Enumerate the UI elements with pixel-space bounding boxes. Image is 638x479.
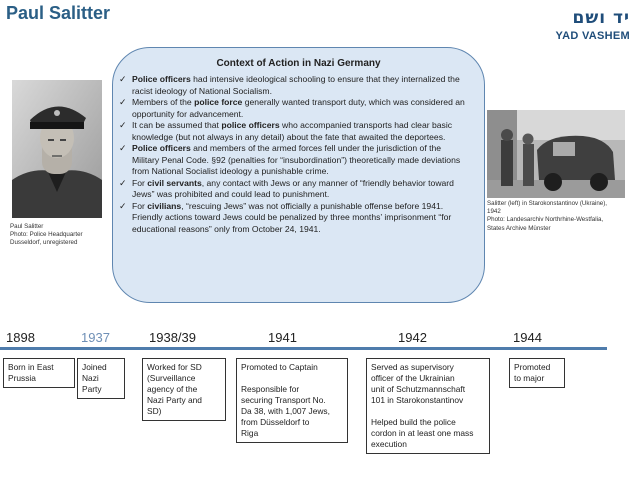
checkmark-icon: ✓ bbox=[119, 120, 127, 130]
yad-vashem-logo bbox=[548, 8, 630, 50]
event-line: Promoted bbox=[514, 362, 551, 372]
context-bullet bbox=[118, 178, 470, 201]
checkmark-icon: ✓ bbox=[119, 177, 127, 188]
portrait-caption bbox=[10, 223, 83, 248]
event-line: Nazi bbox=[82, 373, 99, 383]
timeline-event bbox=[366, 358, 490, 454]
context-bullet-pre: For bbox=[132, 177, 148, 188]
context-bullet bbox=[118, 143, 470, 178]
event-line: Served as supervisory bbox=[371, 362, 454, 372]
event-line: 101 in Starokonstantinov bbox=[371, 395, 464, 405]
portrait-caption-line: Paul Salitter bbox=[10, 223, 44, 230]
starokonstantinov-caption-line: States Archive Münster bbox=[487, 224, 551, 232]
context-bullet-pre: Members of the bbox=[132, 97, 195, 107]
event-line: Riga bbox=[241, 428, 259, 438]
starokonstantinov-caption-line: Salitter (left) in Starokonstantinov (Ukraine), bbox=[487, 200, 608, 207]
event-line: (Surveillance bbox=[147, 373, 196, 383]
portrait-caption-line: Photo: Police Headquarter bbox=[10, 231, 83, 239]
portrait-photo bbox=[12, 80, 102, 218]
portrait-caption-line: Dusseldorf, unregistered bbox=[10, 239, 78, 247]
event-spacer bbox=[371, 406, 485, 417]
context-list bbox=[118, 74, 470, 235]
context-bullet-pre: For bbox=[132, 200, 148, 211]
context-heading: Context of Action in Nazi Germany bbox=[216, 58, 381, 69]
context-bullet-pre: It can be assumed that bbox=[132, 120, 222, 130]
context-bullet-bold: Police officers bbox=[132, 74, 191, 84]
event-line: Prussia bbox=[8, 373, 36, 383]
event-line: unit of Schutzmannschaft bbox=[371, 384, 466, 394]
timeline-year: 1937 bbox=[81, 330, 110, 345]
event-line: from Düsseldorf to bbox=[241, 417, 310, 427]
timeline-year: 1944 bbox=[513, 330, 542, 345]
checkmark-icon: ✓ bbox=[119, 200, 127, 211]
event-line: to major bbox=[514, 373, 545, 383]
event-line: SD) bbox=[147, 406, 162, 416]
event-line: execution bbox=[371, 439, 407, 449]
timeline-event bbox=[509, 358, 565, 388]
context-bullet-bold: police officers bbox=[221, 120, 280, 130]
context-bullet-text: generally wanted transport duty, which was considered an opportunity for advancement. bbox=[132, 97, 465, 119]
event-line: Responsible for bbox=[241, 384, 300, 394]
page-title: Paul Salitter bbox=[6, 3, 111, 23]
context-bullet-text: and members of the armed forces fell under the jurisdiction of the Military Penal Code. §92 (penalties for “insubordination”) theoretically made deviations from National Socialist ideology a punishable crime. bbox=[132, 143, 461, 176]
event-line: Joined bbox=[82, 362, 107, 372]
event-line: Party bbox=[82, 384, 102, 394]
timeline-event bbox=[236, 358, 348, 443]
event-line: agency of the bbox=[147, 384, 198, 394]
timeline-year: 1941 bbox=[268, 330, 297, 345]
context-bullet-bold: civil servants bbox=[147, 177, 202, 188]
timeline-year: 1938/39 bbox=[149, 330, 196, 345]
logo-hebrew-text: יד ושם bbox=[572, 8, 630, 28]
event-line: Promoted to Captain bbox=[241, 362, 318, 372]
event-line: securing Transport No. bbox=[241, 395, 326, 405]
event-line: Born in East bbox=[8, 362, 54, 372]
event-line: officer of the Ukrainian bbox=[371, 373, 455, 383]
event-line: Da 38, with 1,007 Jews, bbox=[241, 406, 330, 416]
timeline-axis bbox=[0, 347, 607, 350]
context-bullet-text: had intensive ideological schooling to ensure that they internalized the racist ideology of National Socialism. bbox=[132, 74, 460, 96]
context-bullet bbox=[118, 201, 470, 236]
starokonstantinov-caption-line: Photo: Landesarchiv Northrhine-Westfalia, bbox=[487, 216, 604, 224]
context-bullet-text: , any contact with Jews or any manner of “friendly behavior toward Jews” was prohibited and could lead to punishment. bbox=[132, 177, 454, 199]
checkmark-icon: ✓ bbox=[119, 74, 127, 84]
timeline-event bbox=[3, 358, 75, 388]
context-bullet bbox=[118, 97, 470, 120]
event-line: Worked for SD bbox=[147, 362, 202, 372]
event-spacer bbox=[241, 373, 343, 384]
context-box bbox=[112, 47, 485, 303]
starokonstantinov-photo bbox=[487, 110, 625, 198]
context-bullet bbox=[118, 74, 470, 97]
checkmark-icon: ✓ bbox=[119, 143, 127, 153]
starokonstantinov-caption bbox=[487, 200, 607, 233]
context-bullet-text: who accompanied transports had clear basic knowledge (but not always in any detail) about the fate that awaited the deportees. bbox=[132, 120, 453, 142]
context-bullet bbox=[118, 120, 470, 143]
starokonstantinov-caption-line: 1942 bbox=[487, 208, 501, 216]
timeline-year: 1942 bbox=[398, 330, 427, 345]
event-line: Nazi Party and bbox=[147, 395, 202, 405]
starokonstantinov-photo-image bbox=[487, 110, 625, 198]
timeline-event bbox=[142, 358, 226, 421]
context-bullet-bold: civilians bbox=[147, 200, 182, 211]
timeline-event bbox=[77, 358, 125, 399]
event-line: Helped build the police bbox=[371, 417, 456, 427]
context-bullet-bold: police force bbox=[194, 97, 243, 107]
timeline-year: 1898 bbox=[6, 330, 35, 345]
checkmark-icon: ✓ bbox=[119, 97, 127, 107]
portrait-photo-image bbox=[12, 80, 102, 218]
logo-name-text: YAD VASHEM bbox=[555, 30, 630, 42]
context-bullet-text: , “rescuing Jews” was not officially a punishable offense before 1941. Friendly actions toward Jews could be penalized by three months’ imprisonment “for educational reasons” only from October 24, 1941. bbox=[132, 200, 452, 234]
event-line: cordon in at least one mass bbox=[371, 428, 474, 438]
context-bullet-bold: Police officers bbox=[132, 143, 191, 153]
